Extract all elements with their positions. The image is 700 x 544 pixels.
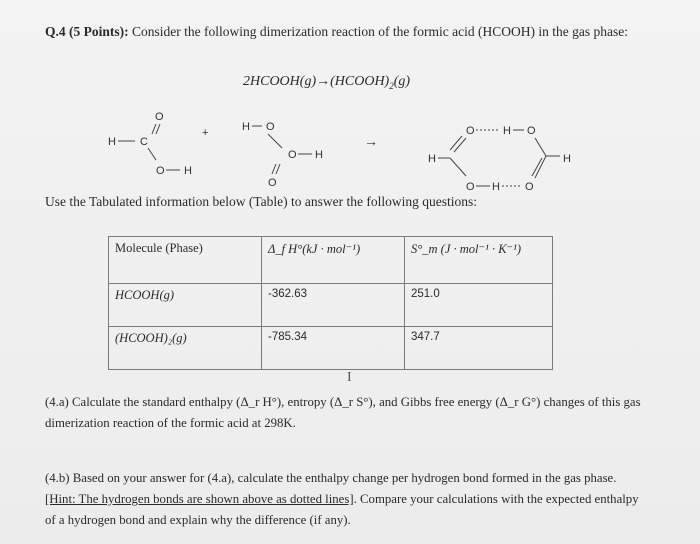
plus-sign: + (202, 127, 209, 139)
atom: O (466, 181, 475, 192)
part-a (45, 392, 645, 434)
atom: H (184, 165, 192, 177)
part-b-label: (4.b) (45, 471, 70, 485)
atom: O (155, 111, 164, 123)
atom: O (266, 121, 275, 133)
atom: O (466, 125, 475, 137)
atom: H (503, 125, 511, 137)
cell-entropy: 347.7 (405, 327, 553, 370)
atom: H (242, 121, 250, 133)
equation-sub: 2 (389, 80, 394, 91)
table-header-row (109, 237, 553, 284)
formic-acid-left (108, 111, 192, 177)
reaction-equation (243, 74, 410, 91)
formic-acid-middle (242, 121, 323, 189)
equation-phase: (g) (393, 74, 411, 89)
part-a-label: (4.a) (45, 395, 69, 409)
part-b-hint: [Hint: The hydrogen bonds are shown above as dotted lines] (45, 492, 354, 506)
atom: H (492, 181, 500, 192)
table-row (109, 284, 553, 327)
part-a-text: Calculate the standard enthalpy (Δ_r H°), entropy (Δ_r S°), and Gibbs free energy (Δ_r G°) changes of this gas dimerization reaction of the formic acid at 298K. (45, 395, 641, 430)
atom: H (563, 153, 571, 165)
atom: O (527, 125, 536, 137)
equation-right: (HCOOH) (330, 74, 390, 89)
question-label: Q.4 (5 Points): (45, 24, 129, 39)
atom: H (108, 136, 116, 148)
atom: O (156, 165, 165, 177)
thermo-data-table (108, 236, 553, 370)
reaction-arrow: → (364, 133, 378, 149)
cell-molecule: (HCOOH)₂(g) (109, 327, 262, 370)
atom: H (315, 149, 323, 161)
part-b-text1: Based on your answer for (72, 471, 205, 485)
instruction-text: Use the Tabulated information below (Table) to answer the following questions: (45, 194, 478, 209)
cell-enthalpy: -362.63 (262, 284, 405, 327)
header-enthalpy: Δ_f H°(kJ · mol⁻¹) (262, 237, 405, 284)
structure-diagram (0, 100, 700, 192)
atom: O (525, 181, 534, 192)
text-cursor-icon: I (347, 370, 352, 385)
part-b-text2: , calculate the enthalpy change per hydrogen bond formed in the gas phase. (231, 471, 617, 485)
equation-arrow: → (316, 74, 331, 89)
cell-molecule: HCOOH(g) (109, 284, 262, 327)
header-molecule: Molecule (Phase) (109, 237, 262, 284)
part-b (45, 468, 645, 531)
cell-entropy: 251.0 (405, 284, 553, 327)
atom: H (428, 153, 436, 165)
cell-enthalpy: -785.34 (262, 327, 405, 370)
atom: O (268, 177, 277, 189)
header-entropy: S°_m (J · mol⁻¹ · K⁻¹) (405, 237, 553, 284)
question-text: Consider the following dimerization reaction of the formic acid (HCOOH) in the gas phase: (132, 24, 628, 39)
formic-acid-dimer (428, 125, 571, 192)
atom: C (140, 136, 148, 148)
equation-left: 2HCOOH(g) (243, 74, 317, 89)
part-b-text3: . Compare your calculations with the expected enthalpy of a hydrogen bond and explain why the difference (if any). (45, 492, 639, 527)
part-b-ref: (4.a) (207, 471, 232, 485)
question-header (45, 24, 655, 40)
table-row (109, 327, 553, 370)
atom: O (288, 149, 297, 161)
